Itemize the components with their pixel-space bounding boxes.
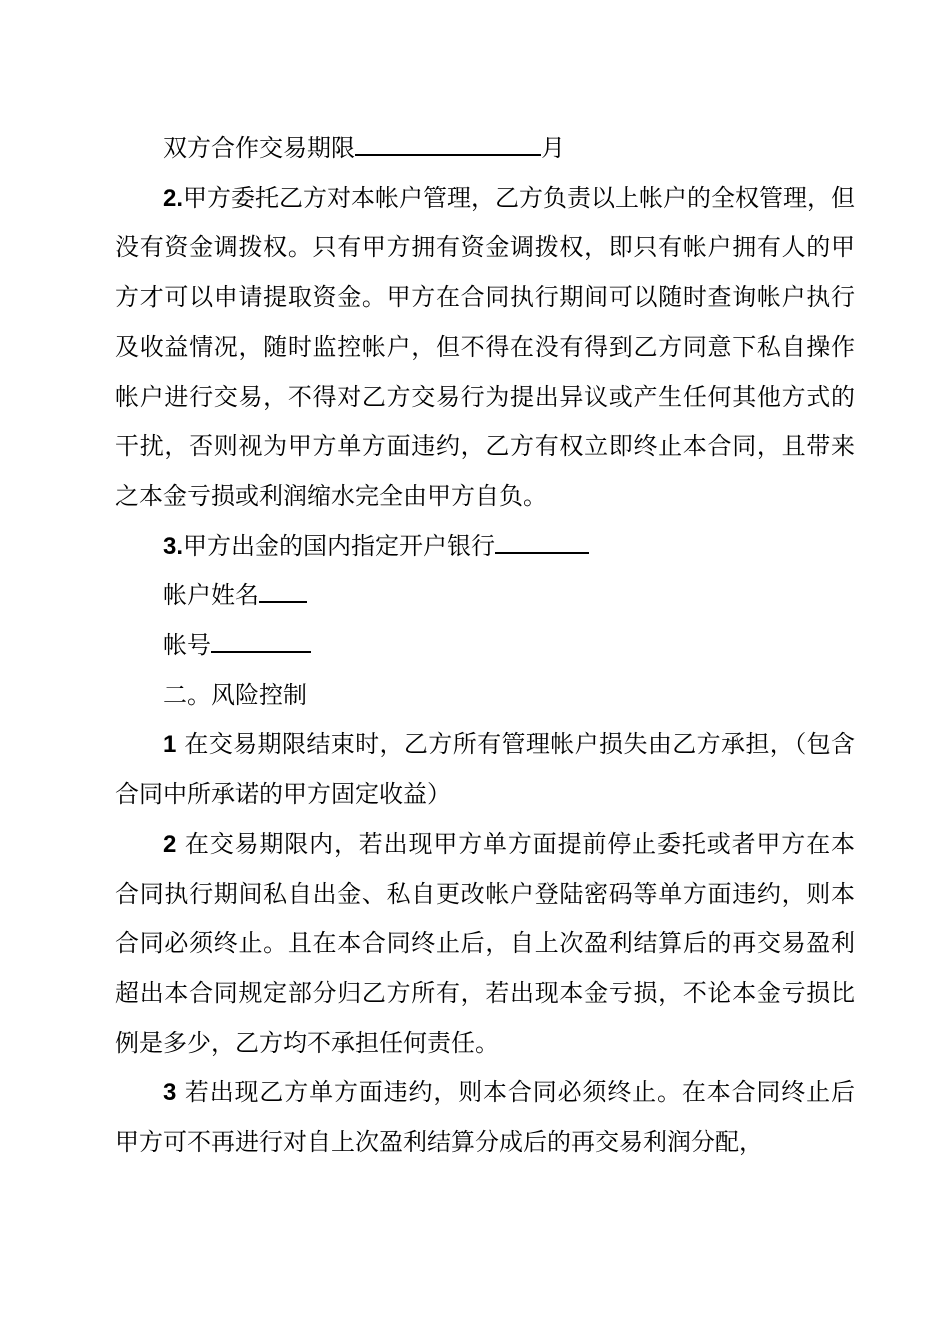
account-name-label: 帐户姓名 (163, 581, 259, 610)
section-2-heading: 二。风险控制 (163, 680, 307, 709)
risk-1-number: 1 (163, 731, 177, 759)
clause-3-text: 甲方出金的国内指定开户银行 (183, 531, 496, 560)
bank-blank (495, 530, 589, 554)
clause-3-number: 3. (163, 532, 184, 560)
account-name-blank (259, 579, 307, 603)
risk-2-number: 2 (163, 830, 177, 858)
risk-clause-1 (115, 720, 855, 819)
clause-3 (115, 522, 855, 572)
account-number-label: 帐号 (163, 631, 211, 660)
risk-3-number: 3 (163, 1079, 177, 1107)
clause-2-text: 甲方委托乙方对本帐户管理，乙方负责以上帐户的全权管理，但没有资金调拨权。只有甲方拥有资金调拨权，即只有帐户拥有人的甲方才可以申请提取资金。甲方在合同执行期间可以随时查询帐户执行及收益情况，随时监控帐户，但不得在没有得到乙方同意下私自操作帐户进行交易，不得对乙方交易行为提出异议或产生任何其他方式的干扰，否则视为甲方单方面违约，乙方有权立即终止本合同，且带来之本金亏损或利润缩水完全由甲方自负。 (115, 183, 856, 510)
risk-clause-2 (115, 820, 855, 1069)
term-blank (355, 132, 541, 156)
risk-1-text: 在交易期限结束时，乙方所有管理帐户损失由乙方承担，（包含合同中所承诺的甲方固定收益） (115, 730, 855, 809)
term-line (115, 124, 855, 174)
term-label: 双方合作交易期限 (163, 134, 355, 162)
document-body (115, 124, 855, 1168)
risk-2-text: 在交易期限内，若出现甲方单方面提前停止委托或者甲方在本合同执行期间私自出金、私自更改帐户登陆密码等单方面违约，则本合同必须终止。且在本合同终止后，自上次盈利结算后的再交易盈利超出本合同规定部分归乙方所有，若出现本金亏损，不论本金亏损比例是多少，乙方均不承担任何责任。 (115, 829, 855, 1057)
account-name-line (115, 571, 855, 621)
clause-2 (115, 174, 855, 522)
risk-clause-3 (115, 1068, 855, 1167)
risk-3-text: 若出现乙方单方面违约，则本合同必须终止。在本合同终止后甲方可不再进行对自上次盈利结算分成后的再交易利润分配， (115, 1078, 855, 1157)
term-unit: 月 (541, 134, 565, 162)
clause-2-number: 2. (163, 184, 184, 212)
account-number-line (115, 621, 855, 671)
account-number-blank (211, 629, 311, 653)
